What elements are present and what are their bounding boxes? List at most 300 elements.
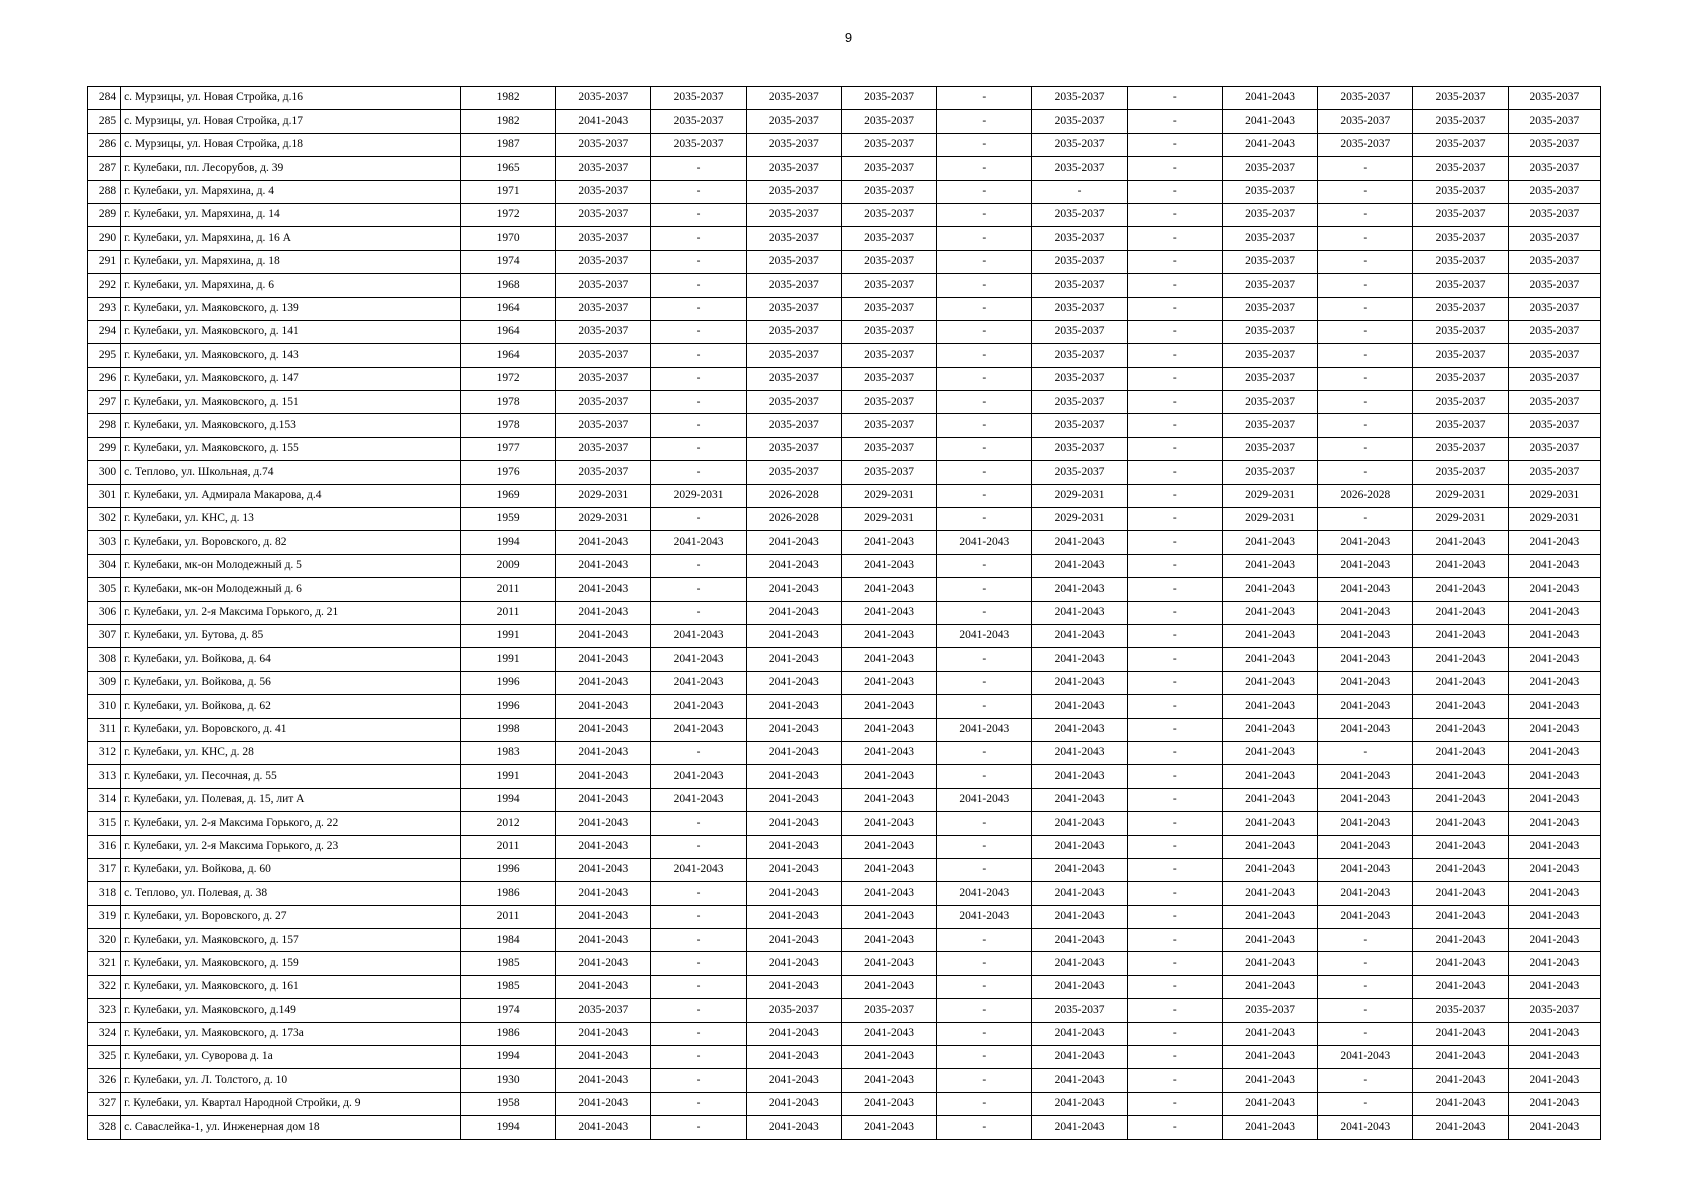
table-row	[88, 718, 1601, 741]
table-row	[88, 812, 1601, 835]
period-cell: 2026-2028	[746, 484, 841, 507]
period-cell: -	[937, 835, 1032, 858]
year-cell: 1994	[460, 788, 555, 811]
period-cell: -	[1127, 999, 1222, 1022]
period-cell: 2041-2043	[841, 1069, 936, 1092]
period-cell: -	[937, 1069, 1032, 1092]
period-cell: 2041-2043	[1318, 765, 1413, 788]
period-cell: 2041-2043	[556, 601, 651, 624]
period-cell: -	[937, 157, 1032, 180]
table-row	[88, 367, 1601, 390]
period-cell: 2041-2043	[1508, 718, 1600, 741]
period-cell: 2041-2043	[746, 741, 841, 764]
period-cell: 2041-2043	[937, 905, 1032, 928]
period-cell: -	[1127, 952, 1222, 975]
row-number-cell: 292	[88, 274, 121, 297]
period-cell: 2041-2043	[841, 648, 936, 671]
period-cell: 2041-2043	[1222, 905, 1317, 928]
period-cell: -	[1127, 788, 1222, 811]
period-cell: -	[1318, 929, 1413, 952]
address-cell: г. Кулебаки, ул. 2-я Максима Горького, д. 22	[121, 812, 461, 835]
period-cell: 2041-2043	[1413, 929, 1508, 952]
period-cell: -	[651, 1046, 746, 1069]
address-cell: г. Кулебаки, ул. Войкова, д. 60	[121, 858, 461, 881]
period-cell: -	[651, 157, 746, 180]
period-cell: -	[1127, 133, 1222, 156]
period-cell: -	[937, 250, 1032, 273]
period-cell: 2041-2043	[556, 554, 651, 577]
address-cell: г. Кулебаки, ул. Маяковского, д.149	[121, 999, 461, 1022]
address-cell: г. Кулебаки, ул. Войкова, д. 62	[121, 695, 461, 718]
period-cell: 2041-2043	[1222, 882, 1317, 905]
period-cell: 2041-2043	[1222, 975, 1317, 998]
period-cell: 2035-2037	[1508, 180, 1600, 203]
row-number-cell: 298	[88, 414, 121, 437]
period-cell: -	[1127, 531, 1222, 554]
period-cell: -	[1127, 297, 1222, 320]
table-row	[88, 157, 1601, 180]
period-cell: -	[1318, 975, 1413, 998]
period-cell: 2041-2043	[1413, 1092, 1508, 1115]
row-number-cell: 304	[88, 554, 121, 577]
period-cell: 2029-2031	[651, 484, 746, 507]
period-cell: 2041-2043	[746, 1092, 841, 1115]
table-row	[88, 695, 1601, 718]
address-cell: г. Кулебаки, пл. Лесорубов, д. 39	[121, 157, 461, 180]
period-cell: 2041-2043	[556, 578, 651, 601]
year-cell: 1971	[460, 180, 555, 203]
period-cell: 2041-2043	[1032, 578, 1127, 601]
period-cell: 2035-2037	[841, 297, 936, 320]
period-cell: 2035-2037	[556, 320, 651, 343]
address-cell: г. Кулебаки, мк-он Молодежный д. 5	[121, 554, 461, 577]
period-cell: 2035-2037	[746, 367, 841, 390]
period-cell: 2041-2043	[1508, 788, 1600, 811]
period-cell: -	[937, 344, 1032, 367]
year-cell: 2011	[460, 601, 555, 624]
period-cell: 2041-2043	[746, 1069, 841, 1092]
period-cell: 2041-2043	[1318, 905, 1413, 928]
row-number-cell: 328	[88, 1116, 121, 1139]
period-cell: 2035-2037	[1508, 461, 1600, 484]
period-cell: 2041-2043	[556, 1116, 651, 1139]
period-cell: 2035-2037	[1318, 110, 1413, 133]
period-cell: 2041-2043	[1508, 858, 1600, 881]
period-cell: 2041-2043	[841, 1022, 936, 1045]
period-cell: 2041-2043	[746, 1022, 841, 1045]
period-cell: 2041-2043	[1413, 648, 1508, 671]
period-cell: 2041-2043	[1318, 671, 1413, 694]
period-cell: 2041-2043	[1413, 671, 1508, 694]
period-cell: 2041-2043	[841, 905, 936, 928]
table-row	[88, 297, 1601, 320]
period-cell: 2035-2037	[841, 133, 936, 156]
address-cell: г. Кулебаки, ул. 2-я Максима Горького, д. 21	[121, 601, 461, 624]
period-cell: -	[1127, 929, 1222, 952]
period-cell: -	[1127, 601, 1222, 624]
period-cell: 2041-2043	[1032, 741, 1127, 764]
period-cell: -	[1127, 554, 1222, 577]
period-cell: 2041-2043	[1032, 835, 1127, 858]
row-number-cell: 293	[88, 297, 121, 320]
period-cell: 2041-2043	[1222, 741, 1317, 764]
period-cell: 2035-2037	[746, 391, 841, 414]
period-cell: 2041-2043	[1222, 858, 1317, 881]
address-cell: г. Кулебаки, ул. Маяковского, д.153	[121, 414, 461, 437]
period-cell: -	[651, 414, 746, 437]
period-cell: 2035-2037	[556, 87, 651, 110]
period-cell: 2041-2043	[1413, 624, 1508, 647]
period-cell: 2041-2043	[1222, 952, 1317, 975]
period-cell: -	[1127, 1069, 1222, 1092]
period-cell: -	[651, 391, 746, 414]
period-cell: 2035-2037	[841, 274, 936, 297]
period-cell: 2041-2043	[1032, 1116, 1127, 1139]
period-cell: 2041-2043	[556, 624, 651, 647]
period-cell: 2041-2043	[746, 858, 841, 881]
period-cell: 2041-2043	[841, 788, 936, 811]
period-cell: 2041-2043	[1032, 1092, 1127, 1115]
period-cell: 2041-2043	[1032, 648, 1127, 671]
period-cell: 2041-2043	[841, 858, 936, 881]
period-cell: 2041-2043	[1508, 812, 1600, 835]
period-cell: 2041-2043	[556, 718, 651, 741]
period-cell: 2041-2043	[1032, 624, 1127, 647]
period-cell: 2035-2037	[1413, 344, 1508, 367]
period-cell: -	[1318, 250, 1413, 273]
period-cell: 2041-2043	[1222, 1069, 1317, 1092]
address-cell: г. Кулебаки, ул. Л. Толстого, д. 10	[121, 1069, 461, 1092]
period-cell: -	[1127, 250, 1222, 273]
period-cell: 2041-2043	[746, 765, 841, 788]
period-cell: 2026-2028	[746, 508, 841, 531]
period-cell: 2041-2043	[1032, 975, 1127, 998]
period-cell: 2041-2043	[1508, 601, 1600, 624]
period-cell: -	[1127, 484, 1222, 507]
period-cell: 2035-2037	[1413, 110, 1508, 133]
period-cell: 2041-2043	[1318, 788, 1413, 811]
period-cell: 2041-2043	[1032, 952, 1127, 975]
period-cell: -	[651, 180, 746, 203]
table-row	[88, 929, 1601, 952]
year-cell: 1970	[460, 227, 555, 250]
period-cell: 2041-2043	[746, 624, 841, 647]
period-cell: 2041-2043	[556, 531, 651, 554]
period-cell: -	[1127, 110, 1222, 133]
period-cell: 2035-2037	[1413, 87, 1508, 110]
year-cell: 1986	[460, 882, 555, 905]
address-cell: г. Кулебаки, ул. Маряхина, д. 14	[121, 203, 461, 226]
period-cell: -	[937, 274, 1032, 297]
period-cell: -	[937, 437, 1032, 460]
row-number-cell: 285	[88, 110, 121, 133]
table-row	[88, 1046, 1601, 1069]
row-number-cell: 324	[88, 1022, 121, 1045]
period-cell: -	[1127, 1116, 1222, 1139]
period-cell: 2035-2037	[841, 87, 936, 110]
period-cell: -	[651, 929, 746, 952]
year-cell: 1968	[460, 274, 555, 297]
period-cell: -	[1127, 508, 1222, 531]
period-cell: 2041-2043	[1508, 1092, 1600, 1115]
period-cell: 2041-2043	[1413, 578, 1508, 601]
row-number-cell: 312	[88, 741, 121, 764]
period-cell: -	[651, 835, 746, 858]
period-cell: -	[937, 601, 1032, 624]
address-cell: г. Кулебаки, ул. Маяковского, д. 157	[121, 929, 461, 952]
address-cell: г. Кулебаки, ул. Маряхина, д. 18	[121, 250, 461, 273]
address-cell: с. Теплово, ул. Полевая, д. 38	[121, 882, 461, 905]
row-number-cell: 305	[88, 578, 121, 601]
period-cell: 2035-2037	[1222, 250, 1317, 273]
period-cell: 2041-2043	[1318, 624, 1413, 647]
period-cell: 2035-2037	[1032, 203, 1127, 226]
period-cell: 2041-2043	[1413, 741, 1508, 764]
period-cell: 2035-2037	[556, 203, 651, 226]
year-cell: 1965	[460, 157, 555, 180]
period-cell: -	[1318, 157, 1413, 180]
period-cell: -	[1127, 1022, 1222, 1045]
period-cell: 2035-2037	[1032, 87, 1127, 110]
period-cell: -	[651, 999, 746, 1022]
period-cell: 2041-2043	[746, 1046, 841, 1069]
period-cell: -	[1127, 391, 1222, 414]
schedule-table	[87, 86, 1601, 1140]
period-cell: 2041-2043	[1032, 554, 1127, 577]
table-row	[88, 1069, 1601, 1092]
address-cell: г. Кулебаки, ул. Маряхина, д. 16 А	[121, 227, 461, 250]
period-cell: 2041-2043	[556, 1069, 651, 1092]
period-cell: 2035-2037	[841, 344, 936, 367]
period-cell: 2041-2043	[1222, 1022, 1317, 1045]
period-cell: 2041-2043	[746, 1116, 841, 1139]
row-number-cell: 308	[88, 648, 121, 671]
period-cell: 2041-2043	[556, 695, 651, 718]
period-cell: -	[1318, 391, 1413, 414]
period-cell: 2041-2043	[1318, 554, 1413, 577]
period-cell: 2041-2043	[1222, 133, 1317, 156]
address-cell: с. Мурзицы, ул. Новая Стройка, д.17	[121, 110, 461, 133]
table-row	[88, 999, 1601, 1022]
address-cell: г. Кулебаки, ул. Маряхина, д. 6	[121, 274, 461, 297]
period-cell: 2041-2043	[746, 975, 841, 998]
row-number-cell: 321	[88, 952, 121, 975]
period-cell: 2041-2043	[1032, 929, 1127, 952]
period-cell: 2041-2043	[556, 929, 651, 952]
period-cell: 2035-2037	[746, 297, 841, 320]
period-cell: 2041-2043	[1318, 648, 1413, 671]
period-cell: -	[937, 1092, 1032, 1115]
period-cell: -	[1318, 508, 1413, 531]
address-cell: г. Кулебаки, ул. Воровского, д. 41	[121, 718, 461, 741]
year-cell: 1982	[460, 87, 555, 110]
period-cell: 2035-2037	[1032, 999, 1127, 1022]
row-number-cell: 290	[88, 227, 121, 250]
period-cell: 2041-2043	[556, 1092, 651, 1115]
period-cell: 2035-2037	[1413, 999, 1508, 1022]
period-cell: 2035-2037	[1413, 391, 1508, 414]
period-cell: -	[1127, 157, 1222, 180]
table-row	[88, 227, 1601, 250]
period-cell: 2035-2037	[1032, 320, 1127, 343]
period-cell: 2041-2043	[1508, 648, 1600, 671]
period-cell: 2035-2037	[1222, 999, 1317, 1022]
period-cell: 2041-2043	[1222, 1092, 1317, 1115]
period-cell: -	[1127, 227, 1222, 250]
period-cell: 2035-2037	[841, 250, 936, 273]
period-cell: -	[651, 975, 746, 998]
period-cell: 2035-2037	[1222, 344, 1317, 367]
period-cell: 2041-2043	[1508, 671, 1600, 694]
period-cell: -	[651, 250, 746, 273]
year-cell: 1930	[460, 1069, 555, 1092]
period-cell: 2029-2031	[556, 484, 651, 507]
period-cell: 2035-2037	[1508, 157, 1600, 180]
period-cell: -	[1127, 695, 1222, 718]
table-row	[88, 203, 1601, 226]
period-cell: -	[937, 367, 1032, 390]
period-cell: 2041-2043	[556, 741, 651, 764]
period-cell: 2035-2037	[1032, 227, 1127, 250]
row-number-cell: 295	[88, 344, 121, 367]
period-cell: 2041-2043	[1413, 695, 1508, 718]
period-cell: -	[937, 484, 1032, 507]
period-cell: -	[1127, 578, 1222, 601]
period-cell: -	[937, 999, 1032, 1022]
period-cell: 2041-2043	[1318, 812, 1413, 835]
period-cell: -	[651, 1022, 746, 1045]
period-cell: -	[651, 344, 746, 367]
period-cell: 2041-2043	[1318, 1046, 1413, 1069]
period-cell: 2035-2037	[746, 999, 841, 1022]
period-cell: -	[1318, 741, 1413, 764]
period-cell: 2041-2043	[1508, 882, 1600, 905]
period-cell: 2035-2037	[1413, 437, 1508, 460]
period-cell: 2041-2043	[841, 601, 936, 624]
period-cell: 2041-2043	[841, 718, 936, 741]
period-cell: -	[651, 461, 746, 484]
period-cell: 2041-2043	[556, 882, 651, 905]
period-cell: 2035-2037	[1508, 110, 1600, 133]
year-cell: 1985	[460, 975, 555, 998]
period-cell: 2035-2037	[1032, 133, 1127, 156]
period-cell: 2035-2037	[1222, 203, 1317, 226]
period-cell: -	[1318, 1022, 1413, 1045]
period-cell: 2035-2037	[841, 227, 936, 250]
table-row	[88, 648, 1601, 671]
period-cell: 2035-2037	[1032, 274, 1127, 297]
period-cell: 2041-2043	[1032, 882, 1127, 905]
period-cell: 2035-2037	[556, 344, 651, 367]
period-cell: -	[651, 274, 746, 297]
year-cell: 2012	[460, 812, 555, 835]
period-cell: 2041-2043	[746, 648, 841, 671]
year-cell: 1994	[460, 1046, 555, 1069]
period-cell: 2041-2043	[1222, 1046, 1317, 1069]
period-cell: 2041-2043	[556, 952, 651, 975]
period-cell: -	[1318, 203, 1413, 226]
period-cell: 2035-2037	[1032, 157, 1127, 180]
period-cell: 2041-2043	[746, 695, 841, 718]
table-row	[88, 835, 1601, 858]
address-cell: г. Кулебаки, ул. Маяковского, д. 147	[121, 367, 461, 390]
address-cell: г. Кулебаки, ул. Маяковского, д. 159	[121, 952, 461, 975]
period-cell: 2035-2037	[556, 250, 651, 273]
period-cell: -	[1127, 1092, 1222, 1115]
period-cell: 2035-2037	[1413, 157, 1508, 180]
address-cell: г. Кулебаки, ул. Воровского, д. 82	[121, 531, 461, 554]
row-number-cell: 320	[88, 929, 121, 952]
period-cell: 2035-2037	[746, 437, 841, 460]
period-cell: 2035-2037	[651, 87, 746, 110]
table-row	[88, 391, 1601, 414]
period-cell: 2041-2043	[1413, 882, 1508, 905]
period-cell: 2035-2037	[651, 133, 746, 156]
period-cell: 2041-2043	[1413, 765, 1508, 788]
year-cell: 1986	[460, 1022, 555, 1045]
period-cell: 2035-2037	[556, 180, 651, 203]
period-cell: 2035-2037	[1413, 414, 1508, 437]
period-cell: 2041-2043	[1508, 1069, 1600, 1092]
period-cell: 2041-2043	[841, 835, 936, 858]
period-cell: -	[651, 601, 746, 624]
period-cell: 2041-2043	[1032, 858, 1127, 881]
period-cell: -	[651, 1116, 746, 1139]
period-cell: 2041-2043	[746, 812, 841, 835]
period-cell: 2029-2031	[1222, 484, 1317, 507]
period-cell: 2041-2043	[746, 929, 841, 952]
year-cell: 1964	[460, 344, 555, 367]
period-cell: 2035-2037	[651, 110, 746, 133]
address-cell: г. Кулебаки, ул. Адмирала Макарова, д.4	[121, 484, 461, 507]
table-row	[88, 1022, 1601, 1045]
period-cell: 2035-2037	[1508, 227, 1600, 250]
period-cell: 2041-2043	[746, 788, 841, 811]
period-cell: 2041-2043	[1508, 975, 1600, 998]
period-cell: -	[1127, 437, 1222, 460]
period-cell: -	[1318, 437, 1413, 460]
page-number: 9	[844, 30, 853, 45]
table-row	[88, 531, 1601, 554]
period-cell: 2041-2043	[1413, 1116, 1508, 1139]
row-number-cell: 318	[88, 882, 121, 905]
period-cell: 2035-2037	[746, 274, 841, 297]
period-cell: 2041-2043	[556, 1022, 651, 1045]
period-cell: 2041-2043	[1413, 835, 1508, 858]
row-number-cell: 326	[88, 1069, 121, 1092]
period-cell: -	[651, 578, 746, 601]
period-cell: 2041-2043	[746, 578, 841, 601]
period-cell: 2041-2043	[841, 695, 936, 718]
period-cell: 2041-2043	[1413, 788, 1508, 811]
table-row	[88, 624, 1601, 647]
period-cell: -	[651, 320, 746, 343]
period-cell: 2035-2037	[1508, 344, 1600, 367]
period-cell: 2035-2037	[1032, 391, 1127, 414]
year-cell: 1996	[460, 858, 555, 881]
period-cell: 2041-2043	[1413, 1022, 1508, 1045]
period-cell: -	[937, 695, 1032, 718]
row-number-cell: 286	[88, 133, 121, 156]
period-cell: 2035-2037	[1508, 133, 1600, 156]
period-cell: 2029-2031	[1413, 508, 1508, 531]
address-cell: г. Кулебаки, ул. Бутова, д. 85	[121, 624, 461, 647]
period-cell: 2041-2043	[841, 1046, 936, 1069]
period-cell: 2041-2043	[1032, 788, 1127, 811]
period-cell: -	[1318, 320, 1413, 343]
period-cell: 2041-2043	[1413, 812, 1508, 835]
period-cell: 2035-2037	[1508, 250, 1600, 273]
